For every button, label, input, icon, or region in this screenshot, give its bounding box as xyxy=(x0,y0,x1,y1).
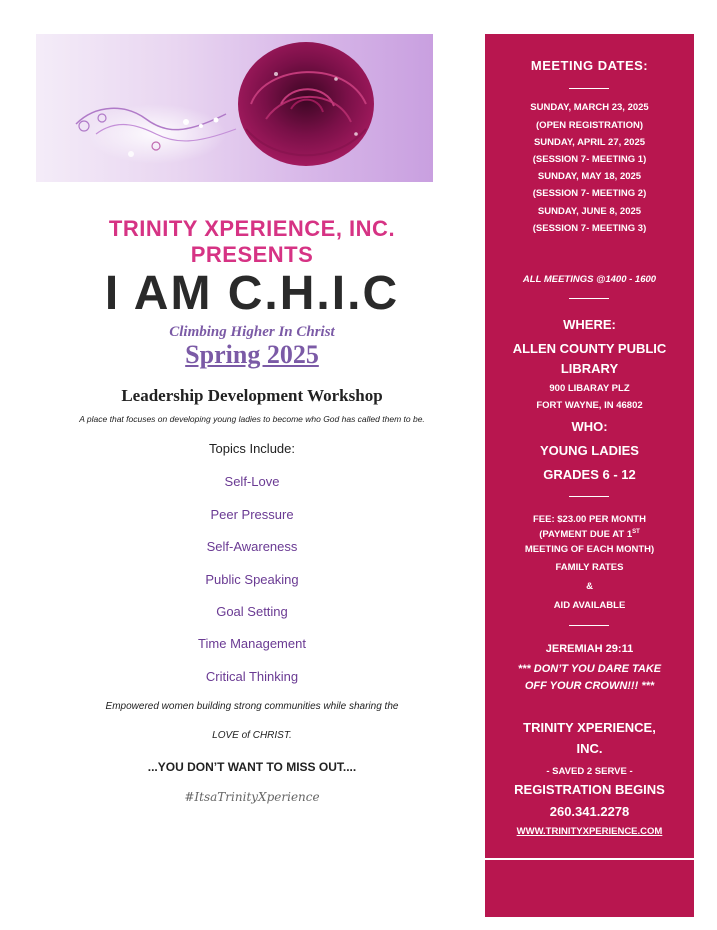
topics-heading: Topics Include: xyxy=(209,441,295,456)
aid-available: AID AVAILABLE xyxy=(553,600,626,611)
fee-payment-due-2: MEETING OF EACH MONTH) xyxy=(524,544,655,555)
ordinal-suffix: ST xyxy=(632,529,640,535)
divider xyxy=(569,298,609,299)
topic-item: Goal Setting xyxy=(216,604,288,619)
motto: - SAVED 2 SERVE - xyxy=(546,766,633,777)
address-city: FORT WAYNE, IN 46802 xyxy=(536,400,643,411)
crown-slogan-2: OFF YOUR CROWN!!! *** xyxy=(524,680,655,692)
topic-item: Self-Love xyxy=(224,474,280,489)
topic-item: Critical Thinking xyxy=(205,669,299,684)
ampersand: & xyxy=(586,581,593,592)
venue-name: ALLEN COUNTY PUBLIC xyxy=(512,341,667,356)
missout-callout: ...YOU DON’T WANT TO MISS OUT.... xyxy=(147,760,357,774)
topic-item: Time Management xyxy=(198,636,306,651)
workshop-heading: Leadership Development Workshop xyxy=(121,386,383,405)
organization-title: TRINITY XPERIENCE, INC. xyxy=(108,216,396,241)
where-heading: WHERE: xyxy=(563,317,616,332)
program-subtitle: Climbing Higher In Christ xyxy=(169,324,335,340)
meeting-date: SUNDAY, MAY 18, 2025 xyxy=(537,171,642,182)
phone-number: 260.341.2278 xyxy=(549,804,630,819)
fee-amount: FEE: $23.00 PER MONTH xyxy=(533,514,646,525)
family-rates: FAMILY RATES xyxy=(555,562,624,573)
divider xyxy=(569,625,609,626)
topic-item: Public Speaking xyxy=(205,572,299,587)
meeting-note: (SESSION 7- MEETING 2) xyxy=(532,188,647,199)
program-title: I AM C.H.I.C xyxy=(104,267,400,320)
meeting-date: SUNDAY, JUNE 8, 2025 xyxy=(537,206,642,217)
website-link[interactable]: WWW.TRINITYXPERIENCE.COM xyxy=(516,826,663,837)
who-heading: WHO: xyxy=(571,419,608,434)
closing-statement: Empowered women building strong communities while sharing the xyxy=(105,701,399,712)
divider xyxy=(569,496,609,497)
sidebar-footer-block xyxy=(485,860,694,917)
hashtag: #ItsaTrinityXperience xyxy=(184,790,320,804)
meeting-date: SUNDAY, APRIL 27, 2025 xyxy=(533,137,646,148)
registration-heading: REGISTRATION BEGINS xyxy=(514,782,665,797)
rose-illustration xyxy=(36,34,433,182)
meeting-date: SUNDAY, MARCH 23, 2025 xyxy=(530,102,649,113)
address-street: 900 LIBARAY PLZ xyxy=(549,383,630,394)
meeting-note: (SESSION 7- MEETING 3) xyxy=(532,223,647,234)
closing-statement-2: LOVE of CHRIST. xyxy=(212,730,292,741)
org-name: TRINITY XPERIENCE, xyxy=(523,720,656,735)
crown-slogan: *** DON’T YOU DARE TAKE xyxy=(517,663,662,675)
rose-banner-image xyxy=(36,34,433,182)
topic-item: Self-Awareness xyxy=(206,539,298,554)
meeting-times: ALL MEETINGS @1400 - 1600 xyxy=(522,274,657,285)
org-name-2: INC. xyxy=(576,741,603,756)
meeting-dates-heading: MEETING DATES: xyxy=(530,58,649,73)
venue-name-2: LIBRARY xyxy=(560,361,619,376)
audience: YOUNG LADIES xyxy=(540,443,639,458)
season-title: Spring 2025 xyxy=(185,340,319,369)
tagline: A place that focuses on developing young ladies to become who God has called them to be. xyxy=(79,414,425,424)
topic-item: Peer Pressure xyxy=(210,507,294,522)
divider xyxy=(569,88,609,89)
meeting-note: (OPEN REGISTRATION) xyxy=(536,120,643,131)
fee-payment-due xyxy=(485,529,694,540)
grades: GRADES 6 - 12 xyxy=(543,467,636,482)
fee-payment-due-text: (PAYMENT DUE AT 1 xyxy=(539,529,633,541)
meeting-note: (SESSION 7- MEETING 1) xyxy=(532,154,647,165)
scripture-reference: JEREMIAH 29:11 xyxy=(545,643,634,655)
presents-title: PRESENTS xyxy=(190,242,314,267)
